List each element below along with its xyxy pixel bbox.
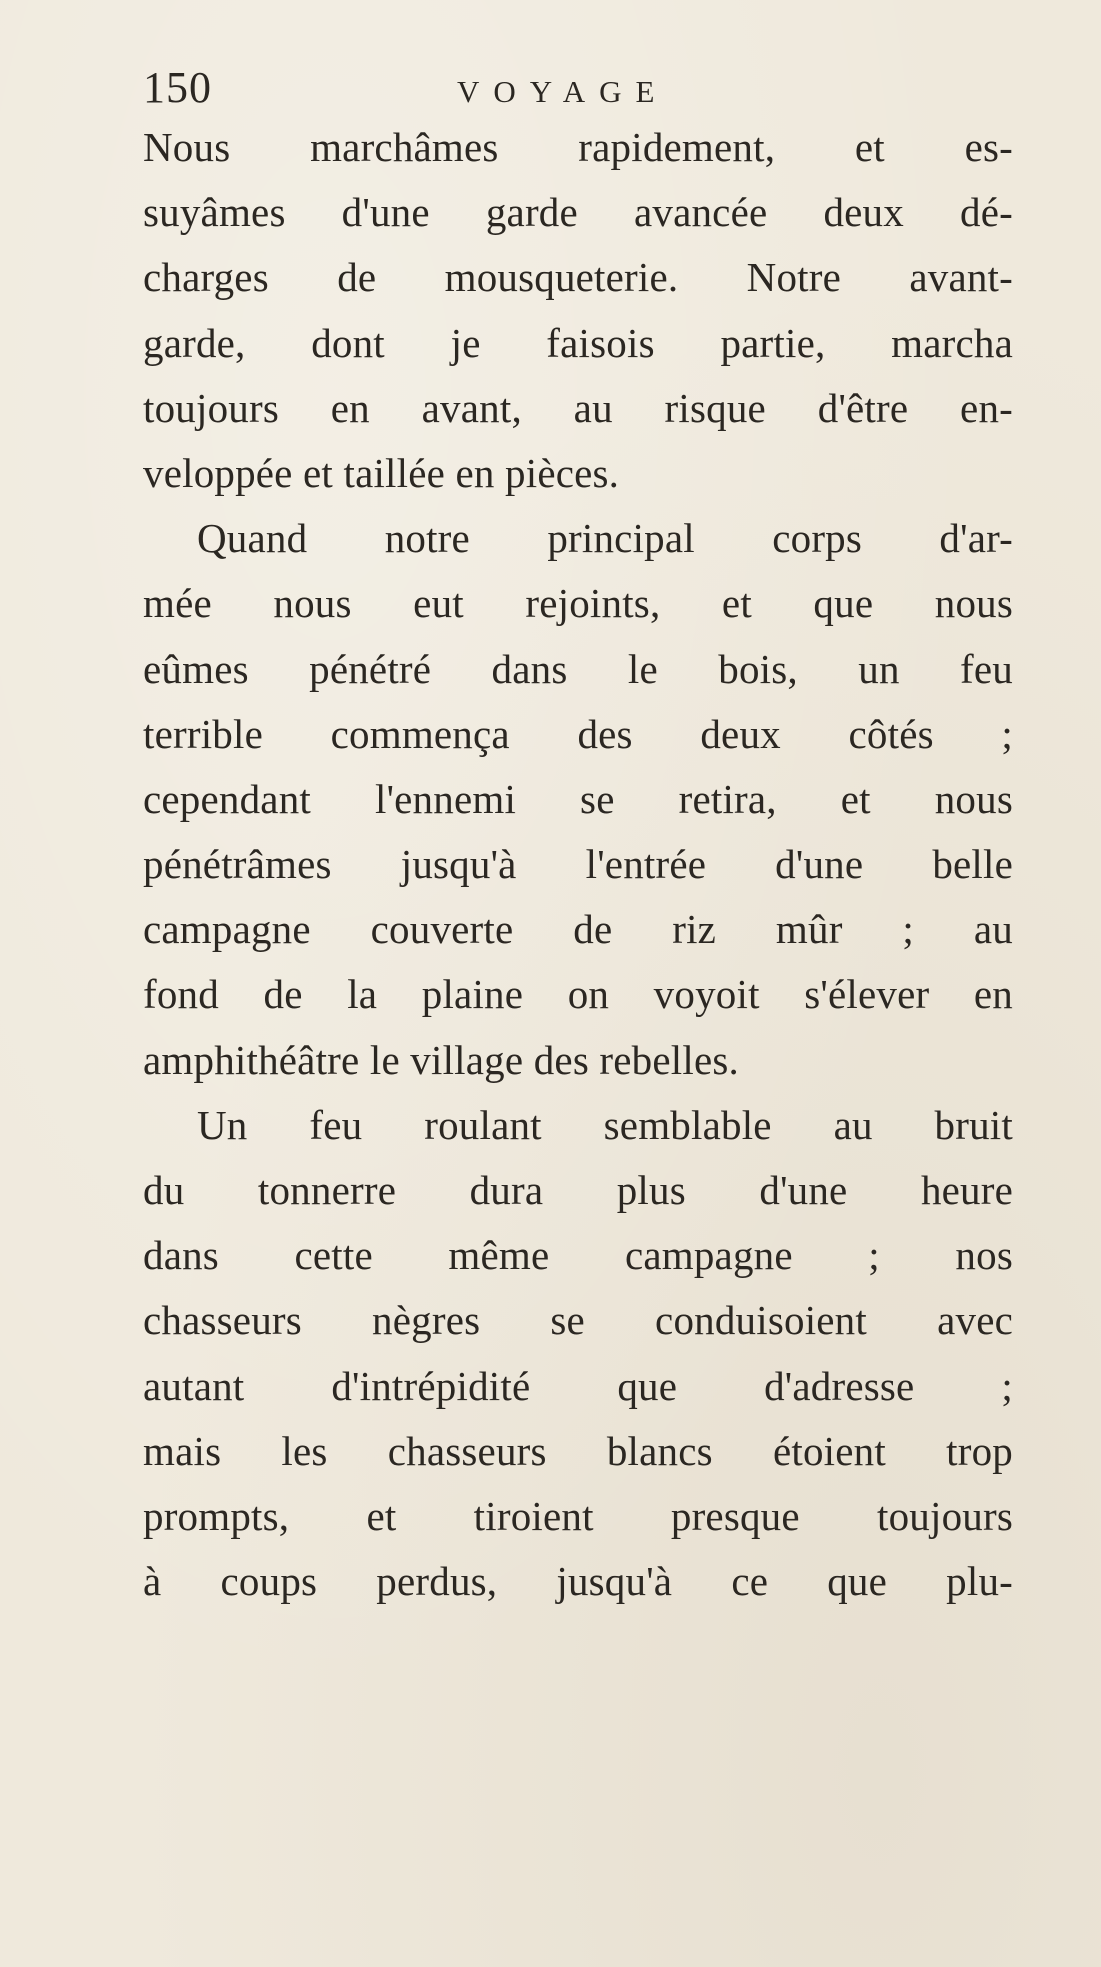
body-text — [143, 115, 1013, 1614]
text-line: à coups perdus, jusqu'à ce que plu- — [143, 1558, 1013, 1605]
text-line: Nous marchâmes rapidement, et es- — [143, 124, 1013, 170]
text-line: pénétrâmes jusqu'à l'entrée d'une belle — [143, 841, 1013, 888]
text-line: fond de la plaine on voyoit s'élever en — [143, 971, 1013, 1018]
text-line: mée nous eut rejoints, et que nous — [143, 580, 1013, 627]
text-line: eûmes pénétré dans le bois, un feu — [143, 645, 1013, 692]
text-line: suyâmes d'une garde avancée deux dé- — [143, 189, 1013, 236]
page-number: 150 — [143, 63, 212, 112]
text-line: terrible commença des deux côtés ; — [143, 710, 1013, 757]
text-line: mais les chasseurs blancs étoient trop — [143, 1427, 1013, 1474]
text-line: chasseurs nègres se conduisoient avec — [143, 1297, 1013, 1344]
text-line: dans cette même campagne ; nos — [143, 1232, 1013, 1279]
text-line: charges de mousqueterie. Notre avant- — [143, 254, 1013, 301]
text-line: cependant l'ennemi se retira, et nous — [143, 775, 1013, 822]
running-head — [143, 58, 1013, 118]
text-line: Un feu roulant semblable au bruit — [197, 1101, 1013, 1148]
text-line: amphithéâtre le village des rebelles. — [143, 1036, 739, 1083]
text-line: Quand notre principal corps d'ar- — [197, 515, 1013, 562]
text-line: autant d'intrépidité que d'adresse ; — [143, 1362, 1013, 1409]
text-line: garde, dont je faisois partie, marcha — [143, 319, 1013, 366]
running-title: VOYAGE — [457, 74, 669, 109]
text-line: campagne couverte de riz mûr ; au — [143, 906, 1013, 953]
text-line: veloppée et taillée en pièces. — [143, 449, 620, 496]
text-line: toujours en avant, au risque d'être en- — [143, 384, 1013, 431]
text-line: prompts, et tiroient presque toujours — [143, 1492, 1013, 1539]
text-line: du tonnerre dura plus d'une heure — [143, 1167, 1013, 1213]
